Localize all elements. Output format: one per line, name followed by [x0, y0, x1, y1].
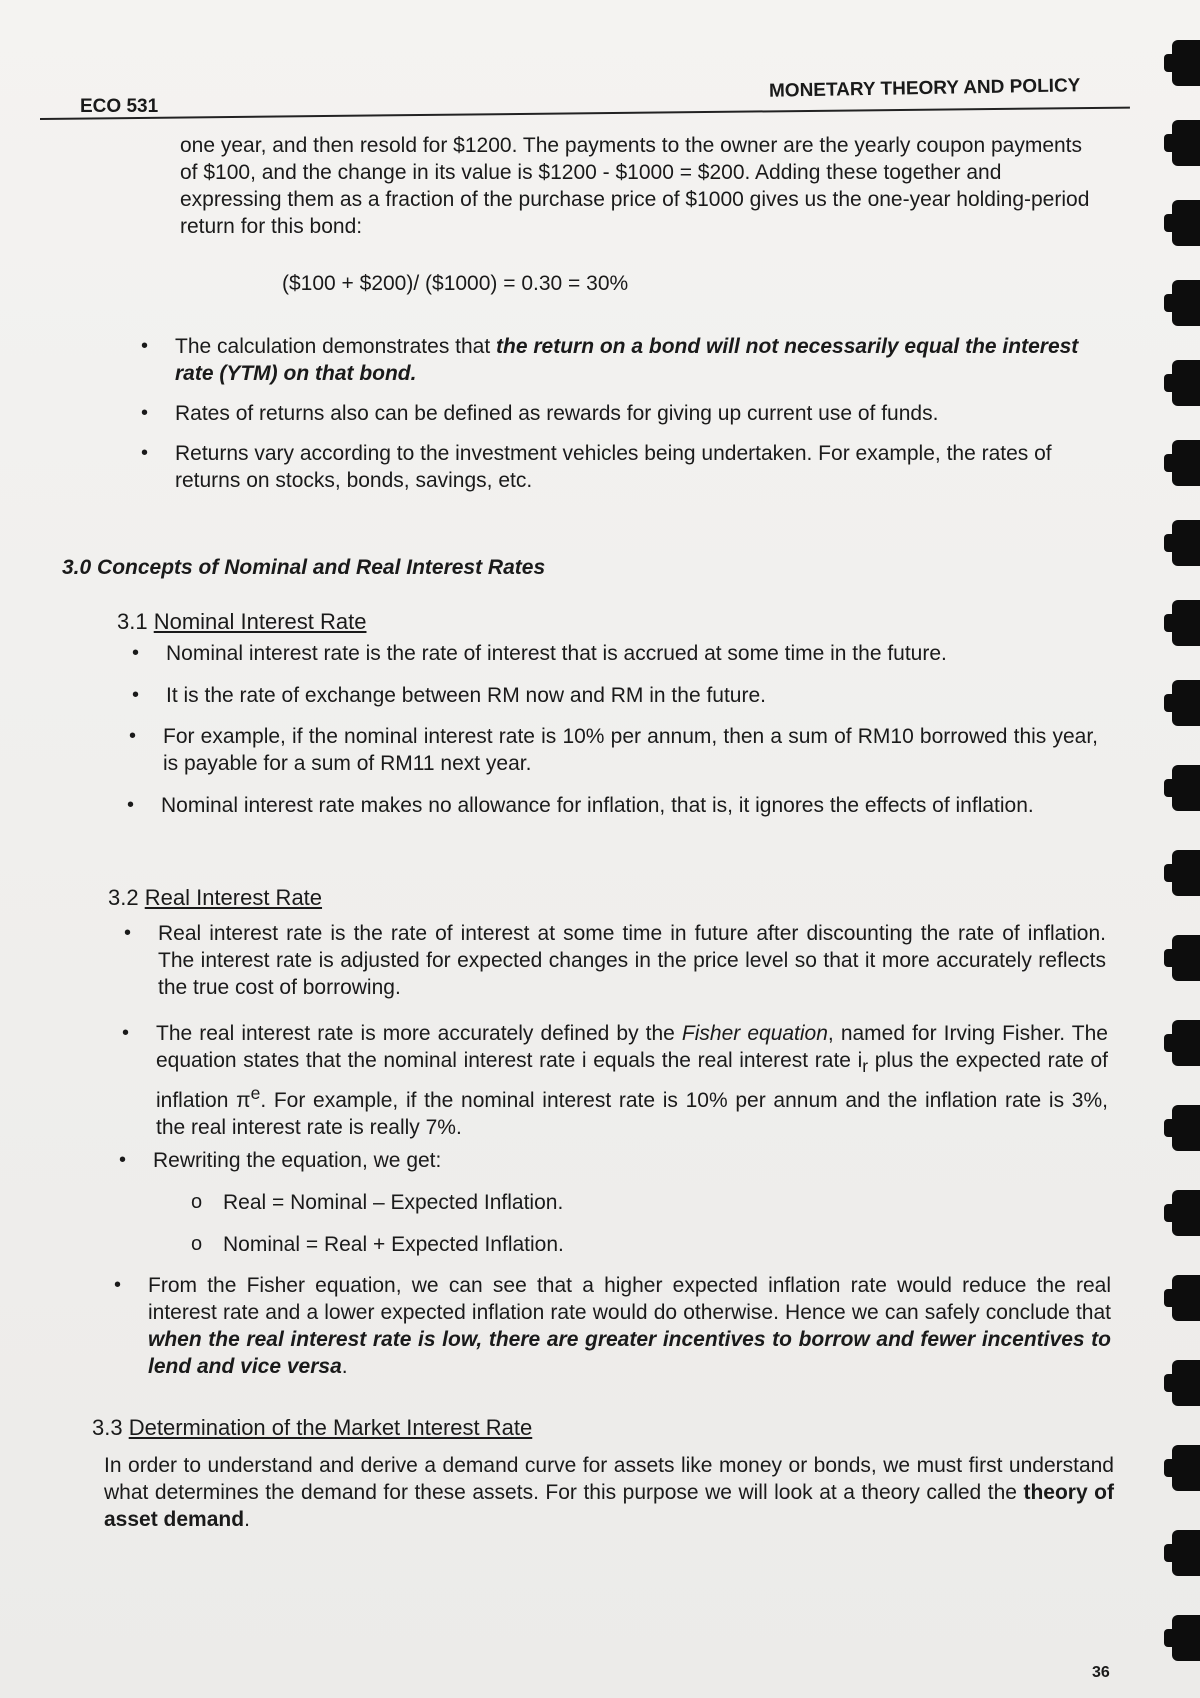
paragraph-text: In order to understand and derive a demand curve for assets like money or bonds, we must first understand what determines the demand for these assets. For this purpose we will look at a theory called the [104, 1454, 1114, 1504]
bullet-rates-rewards: • Rates of returns also can be defined as rewards for giving up current use of funds. [175, 400, 1095, 427]
intro-paragraph: one year, and then resold for $1200. The payments to the owner are the yearly coupon payments of $100, and the change in its value is $1200 - $1000 = $200. Adding these together and expressing them as a fraction of the purchase price of $1000 gives us the one-year holding-period return for this bond: [180, 134, 1090, 238]
real-bullet-conclusion [148, 1272, 1111, 1380]
subsection-title: Determination of the Market Interest Rate [128, 1415, 533, 1440]
paragraph-text: . [244, 1508, 250, 1531]
equation-real: o Real = Nominal – Expected Inflation. [223, 1189, 1023, 1216]
subsection-heading-3-2 [108, 885, 322, 911]
real-bullet-fisher [156, 1020, 1108, 1141]
subscript: r [862, 1056, 869, 1077]
bullet-text: . [341, 1355, 348, 1378]
bullet-text: The real interest rate is more accurately defined by the [156, 1022, 682, 1045]
subsection-number: 3.2 [108, 885, 139, 910]
nominal-bullet: • Nominal interest rate makes no allowance for inflation, that is, it ignores the effects of inflation. [161, 792, 1099, 819]
bullet-return-vs-ytm [175, 333, 1095, 387]
nominal-bullet: • Nominal interest rate is the rate of interest that is accrued at some time in the future. [166, 640, 1096, 667]
market-rate-paragraph [104, 1452, 1114, 1533]
holding-period-formula: ($100 + $200)/ ($1000) = 0.30 = 30% [282, 272, 629, 295]
bullet-text: . For example, if the nominal interest rate is 10% per annum and the inflation rate is 3%, the real interest rate is really 7%. [156, 1089, 1108, 1140]
bullet-text: , named for Irving Fisher. The equation states that the nominal interest rate i equals the real interest rate i [156, 1022, 1108, 1072]
course-code: ECO 531 [80, 96, 159, 117]
bullet-text: From the Fisher equation, we can see that a higher expected inflation rate would reduce the real interest rate and a lower expected inflation rate would do otherwise. Hence we can safely conclude that [148, 1274, 1111, 1324]
subsection-heading-3-3 [92, 1415, 532, 1441]
subsection-heading-3-1 [117, 609, 366, 635]
equation-nominal: o Nominal = Real + Expected Inflation. [223, 1231, 1023, 1258]
subsection-number: 3.1 [117, 609, 148, 634]
bullet-emphasis: when the real interest rate is low, there are greater incentives to borrow and fewer incentives to lend and vice versa [148, 1328, 1111, 1378]
superscript: e [250, 1083, 261, 1104]
section-heading: 3.0 Concepts of Nominal and Real Interest Rates [62, 556, 546, 579]
bullet-returns-vary: • Returns vary according to the investment vehicles being undertaken. For example, the rates of returns on stocks, bonds, savings, etc. [175, 440, 1095, 494]
theory-of-asset-demand: theory of asset demand [104, 1481, 1114, 1531]
real-bullet: • Rewriting the equation, we get: [153, 1147, 1103, 1174]
page-number: 36 [1092, 1664, 1110, 1681]
subsection-title: Nominal Interest Rate [153, 609, 367, 634]
bullet-text: plus the expected rate of inflation π [156, 1049, 1108, 1113]
nominal-bullet: • For example, if the nominal interest rate is 10% per annum, then a sum of RM10 borrowed this year, is payable for a sum of RM11 next year. [163, 723, 1098, 777]
bullet-text: The calculation demonstrates that [175, 335, 497, 358]
real-bullet: • Real interest rate is the rate of interest at some time in future after discounting the rate of inflation. The interest rate is adjusted for expected changes in the price level so that it more accurately reflects the true cost of borrowing. [158, 920, 1106, 1001]
bullet-emphasis: the return on a bond will not necessarily equal the interest rate (YTM) on that bond. [175, 335, 1079, 385]
subsection-title: Real Interest Rate [144, 885, 323, 910]
subsection-number: 3.3 [92, 1415, 123, 1440]
nominal-bullet: • It is the rate of exchange between RM now and RM in the future. [166, 682, 1096, 709]
course-title: MONETARY THEORY AND POLICY [768, 75, 1081, 102]
fisher-equation-term: Fisher equation [681, 1022, 828, 1045]
